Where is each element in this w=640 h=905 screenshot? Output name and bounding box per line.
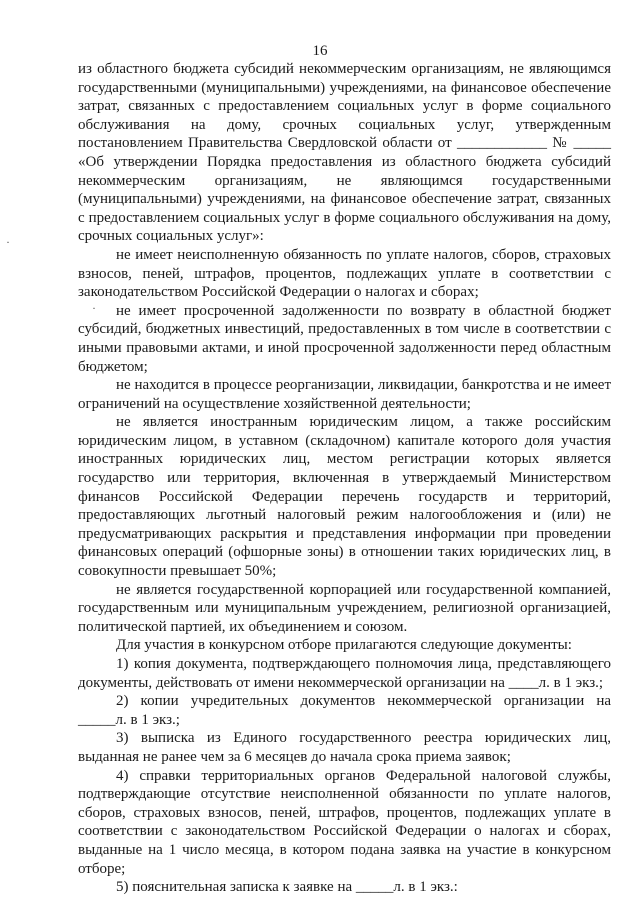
list-item-4: 4) справки территориальных органов Федеральной налоговой службы, подтверждающие отсутствие неисполненной обязанности по уплате налогов, сборов, страховых взносов, пеней, штрафов, процентов, подлежащих уплате в соответствии с законодательством Российской Федерации о налогах и сборах, выданные на 1 число месяца, в котором подана заявка на участие в конкурсном отборе; bbox=[78, 767, 611, 877]
document-body bbox=[78, 60, 611, 897]
scan-speck: · bbox=[92, 301, 96, 315]
scan-speck: · bbox=[6, 235, 10, 249]
paragraph-no-overdue-debt: не имеет просроченной задолженности по возврату в областной бюджет субсидий, бюджетных инвестиций, предоставленных в том числе в соответствии с иными правовыми актами, и иной просроченной задолженности перед областным бюджетом; bbox=[78, 302, 611, 375]
list-item-2: 2) копии учредительных документов некоммерческой организации на _____л. в 1 экз.; bbox=[78, 693, 611, 728]
paragraph-intro: из областного бюджета субсидий некоммерческим организациям, не являющимся государственными (муниципальными) учреждениями, на финансовое обеспечение затрат, связанных с предоставлением социальных услуг в форме социального обслуживания на дому, срочных социальных услуг, утвержденным постановлением Правительства Свердловской области от ____________ № _____ «Об утверждении Порядка предоставления из областного бюджета субсидий некоммерческим организациям, не являющимся государственными (муниципальными) учреждениями, на финансовое обеспечение затрат, связанных с предоставлением социальных услуг в форме социального обслуживания на дому, срочных социальных услуг»: bbox=[78, 61, 611, 245]
list-item-1: 1) копия документа, подтверждающего полномочия лица, представляющего документы, действовать от имени некоммерческой организации на ____л. в 1 экз.; bbox=[78, 656, 611, 691]
page-number: 16 bbox=[312, 43, 328, 59]
paragraph-no-liquidation: не находится в процессе реорганизации, ликвидации, банкротства и не имеет ограничений на осуществление хозяйственной деятельности; bbox=[78, 377, 611, 412]
paragraph-documents-intro: Для участия в конкурсном отборе прилагаются следующие документы: bbox=[116, 637, 572, 654]
list-item-5: 5) пояснительная записка к заявке на _____л. в 1 экз.: bbox=[116, 879, 458, 896]
paragraph-not-foreign-entity: не является иностранным юридическим лицом, а также российским юридическим лицом, в уставном (складочном) капитале которого доля участия иностранных юридических лиц, местом регистрации которых является государство или территория, включенная в утверждаемый Министерством финансов Российской Федерации перечень государств и территорий, предоставляющих льготный налоговый режим налогообложения и (или) не предусматривающих раскрытия и представления информации при проведении финансовых операций (офшорные зоны) в отношении таких юридических лиц, в совокупности превышает 50%; bbox=[78, 414, 611, 580]
list-item-3: 3) выписка из Единого государственного реестра юридических лиц, выданная не ранее чем за 6 месяцев до начала срока приема заявок; bbox=[78, 730, 611, 765]
paragraph-not-state-corporation: не является государственной корпорацией или государственной компанией, государственным или муниципальным учреждением, религиозной организацией, политической партией, их объединением и союзом. bbox=[78, 581, 611, 635]
paragraph-no-tax-debt: не имеет неисполненную обязанность по уплате налогов, сборов, страховых взносов, пеней, штрафов, процентов, подлежащих уплате в соответствии с законодательством Российской Федерации о налогах и сборах; bbox=[78, 246, 611, 301]
